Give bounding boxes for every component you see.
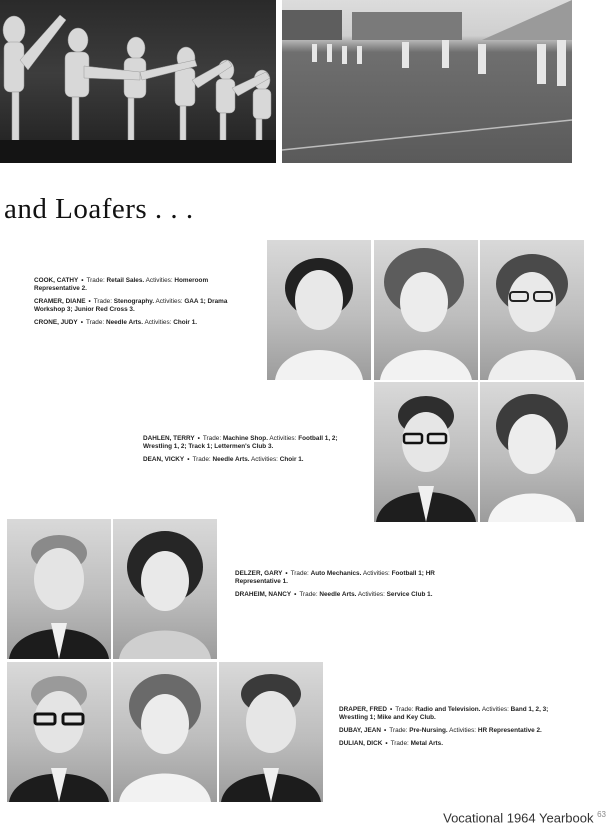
trade-label: Trade: [395, 706, 414, 713]
student-trade: Pre-Nursing. [409, 727, 448, 734]
student-name: DAHLEN, TERRY [143, 435, 195, 442]
entry-cook-cathy [34, 277, 246, 293]
entry-dean-vicky [143, 456, 355, 464]
trade-label: Trade: [290, 570, 309, 577]
trade-label: Trade: [299, 591, 318, 598]
student-name: DRAPER, FRED [339, 706, 387, 713]
entry-dahlen-terry [143, 435, 355, 451]
student-trade: Retail Sales. [106, 277, 145, 284]
student-trade: Needle Arts. [212, 456, 250, 463]
entries-group-1 [34, 277, 246, 332]
student-activities: GAA 1; Drama Workshop 3; Junior Red Cross 3. [34, 298, 228, 313]
student-name: DRAHEIM, NANCY [235, 591, 292, 598]
bullet-icon: • [81, 277, 84, 284]
student-trade: Metal Arts. [410, 740, 444, 747]
bullet-icon: • [389, 706, 393, 713]
activities-label: Activities: [250, 456, 278, 463]
entry-dulian-dick [339, 740, 553, 748]
trade-label: Trade: [93, 298, 112, 305]
portrait-dubay-jean [113, 662, 217, 802]
portrait-dahlen-terry [374, 382, 478, 522]
activities-label: Activities: [269, 435, 297, 442]
portrait-draper-fred [7, 662, 111, 802]
portrait-cramer-diane [374, 240, 478, 380]
student-activities: Band 1, 2, 3; Wrestling 1; Mike and Key Club. [339, 706, 549, 721]
student-activities: Choir 1. [173, 319, 198, 326]
portrait-figure [374, 382, 478, 522]
portrait-figure [113, 519, 217, 659]
portrait-figure [480, 240, 584, 380]
student-trade: Needle Arts. [319, 591, 357, 598]
entry-draheim-nancy [235, 591, 449, 599]
portrait-crone-judy [480, 240, 584, 380]
portrait-figure [113, 662, 217, 802]
student-name: COOK, CATHY [34, 277, 79, 284]
student-trade: Radio and Television. [415, 706, 481, 713]
activities-label: Activities: [155, 298, 183, 305]
student-name: DULIAN, DICK [339, 740, 383, 747]
student-name: DELZER, GARY [235, 570, 283, 577]
entry-delzer-gary [235, 570, 449, 586]
portrait-figure [7, 662, 111, 802]
bullet-icon: • [384, 727, 387, 734]
page-title: and Loafers . . . [4, 193, 194, 225]
portrait-dulian-dick [219, 662, 323, 802]
portrait-dean-vicky [480, 382, 584, 522]
bullet-icon: • [197, 435, 200, 442]
trade-label: Trade: [85, 319, 105, 326]
entry-crone-judy [34, 319, 246, 327]
student-name: CRONE, JUDY [34, 319, 78, 326]
activities-label: Activities: [449, 727, 477, 734]
bullet-icon: • [385, 740, 388, 747]
bullet-icon: • [80, 319, 83, 326]
activities-label: Activities: [144, 319, 172, 326]
portrait-figure [374, 240, 478, 380]
student-activities: Choir 1. [279, 456, 304, 463]
entry-cramer-diane [34, 298, 246, 314]
portrait-figure [480, 382, 584, 522]
activities-label: Activities: [145, 277, 173, 284]
trade-label: Trade: [192, 456, 211, 463]
entries-group-4 [339, 706, 553, 753]
cheerleaders-stage-photo [0, 0, 276, 163]
activities-label: Activities: [481, 706, 509, 713]
page-number: 63 [597, 809, 606, 819]
entry-draper-fred [339, 706, 553, 722]
student-activities: Service Club 1. [386, 591, 433, 598]
trade-label: Trade: [86, 277, 105, 284]
portrait-figure [267, 240, 371, 380]
portrait-figure [7, 519, 111, 659]
student-activities: Football 1, 2; Wrestling 1, 2; Track 1; Lettermen's Club 3. [143, 435, 338, 450]
trade-label: Trade: [390, 740, 409, 747]
student-activities: HR Representative 2. [477, 727, 542, 734]
trade-label: Trade: [202, 435, 222, 442]
student-trade: Stenography. [113, 298, 155, 305]
bullet-icon: • [187, 456, 190, 463]
bullet-icon: • [294, 591, 297, 598]
student-trade: Auto Mechanics. [310, 570, 362, 577]
cheer-stage-figures [0, 0, 276, 163]
cheer-field-figures [282, 0, 572, 163]
portrait-delzer-gary [7, 519, 111, 659]
portrait-draheim-nancy [113, 519, 217, 659]
bullet-icon: • [285, 570, 288, 577]
student-activities: Homeroom Representative 2. [34, 277, 209, 292]
entries-group-3 [235, 570, 449, 604]
activities-label: Activities: [362, 570, 390, 577]
activities-label: Activities: [357, 591, 385, 598]
student-trade: Needle Arts. [105, 319, 144, 326]
student-name: DEAN, VICKY [143, 456, 185, 463]
entry-dubay-jean [339, 727, 553, 735]
portrait-figure [219, 662, 323, 802]
student-name: DUBAY, JEAN [339, 727, 382, 734]
bullet-icon: • [88, 298, 91, 305]
entries-group-2 [143, 435, 355, 469]
portrait-cook-cathy [267, 240, 371, 380]
student-name: CRAMER, DIANE [34, 298, 86, 305]
cheerleaders-field-photo [282, 0, 572, 163]
footer-label: Vocational 1964 Yearbook [443, 810, 594, 825]
student-trade: Machine Shop. [222, 435, 268, 442]
student-activities: Football 1; HR Representative 1. [235, 570, 435, 585]
trade-label: Trade: [389, 727, 408, 734]
yearbook-footer [443, 810, 606, 825]
